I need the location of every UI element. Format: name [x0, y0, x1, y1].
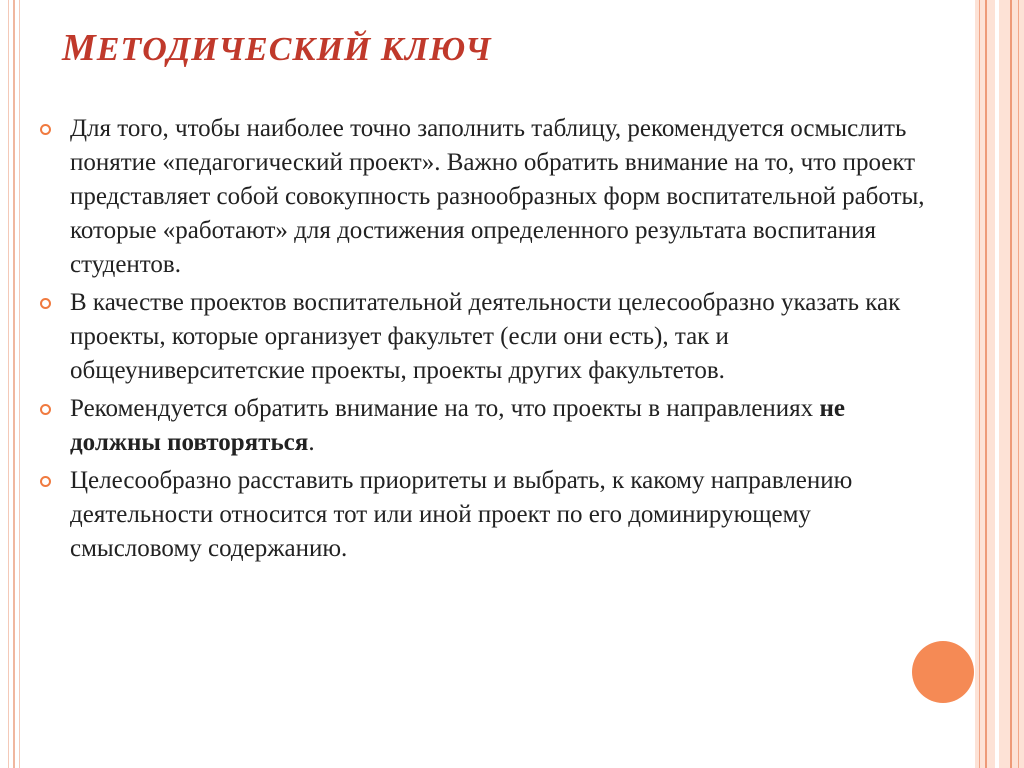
right-frame-band — [975, 0, 1024, 768]
title-initial: М — [62, 27, 97, 69]
title-rest: ЕТОДИЧЕСКИЙ КЛЮЧ — [96, 31, 492, 68]
right-frame-line — [1010, 0, 1012, 768]
list-item-text: Для того, чтобы наиболее точно заполнить таблицу, рекомендуется осмыслить понятие «педагогический проект». Важно обратить внимание на то, что проект представляет собой совокупность разнообразных форм воспитательной работы, которые «работают» для достижения определенного результата воспитания студентов. — [70, 115, 925, 278]
list-item-text: В качестве проектов воспитательной деятельности целесообразно указать как проекты, которые организует факультет (если они есть), так и общеуниверситетские проекты, проекты других факультетов. — [70, 289, 901, 384]
list-item — [40, 464, 930, 566]
bullet-circle-icon — [40, 124, 51, 135]
bullet-list — [40, 112, 930, 570]
list-item-text: Целесообразно расставить приоритеты и выбрать, к какому направлению деятельности относится тот или иной проект по его доминирующему смысловому содержанию. — [70, 467, 853, 562]
slide-title — [62, 26, 492, 70]
bullet-circle-icon — [40, 298, 51, 309]
left-frame-line — [19, 0, 20, 768]
list-item — [40, 392, 930, 460]
left-frame-line — [8, 0, 9, 768]
list-item-text — [70, 395, 845, 456]
right-frame-line — [1018, 0, 1019, 768]
list-item-text-part: Рекомендуется обратить внимание на то, что проекты в направлениях — [70, 395, 820, 422]
right-frame-line — [995, 0, 999, 768]
decorative-circle — [912, 641, 974, 703]
left-frame-line — [13, 0, 15, 768]
bullet-circle-icon — [40, 404, 51, 415]
bullet-circle-icon — [40, 476, 51, 487]
emphasis-text: не должны повторяться — [70, 395, 845, 456]
list-item — [40, 286, 930, 388]
right-frame-line — [985, 0, 987, 768]
list-item-text-part: . — [308, 429, 315, 456]
list-item — [40, 112, 930, 282]
right-frame-line — [979, 0, 980, 768]
